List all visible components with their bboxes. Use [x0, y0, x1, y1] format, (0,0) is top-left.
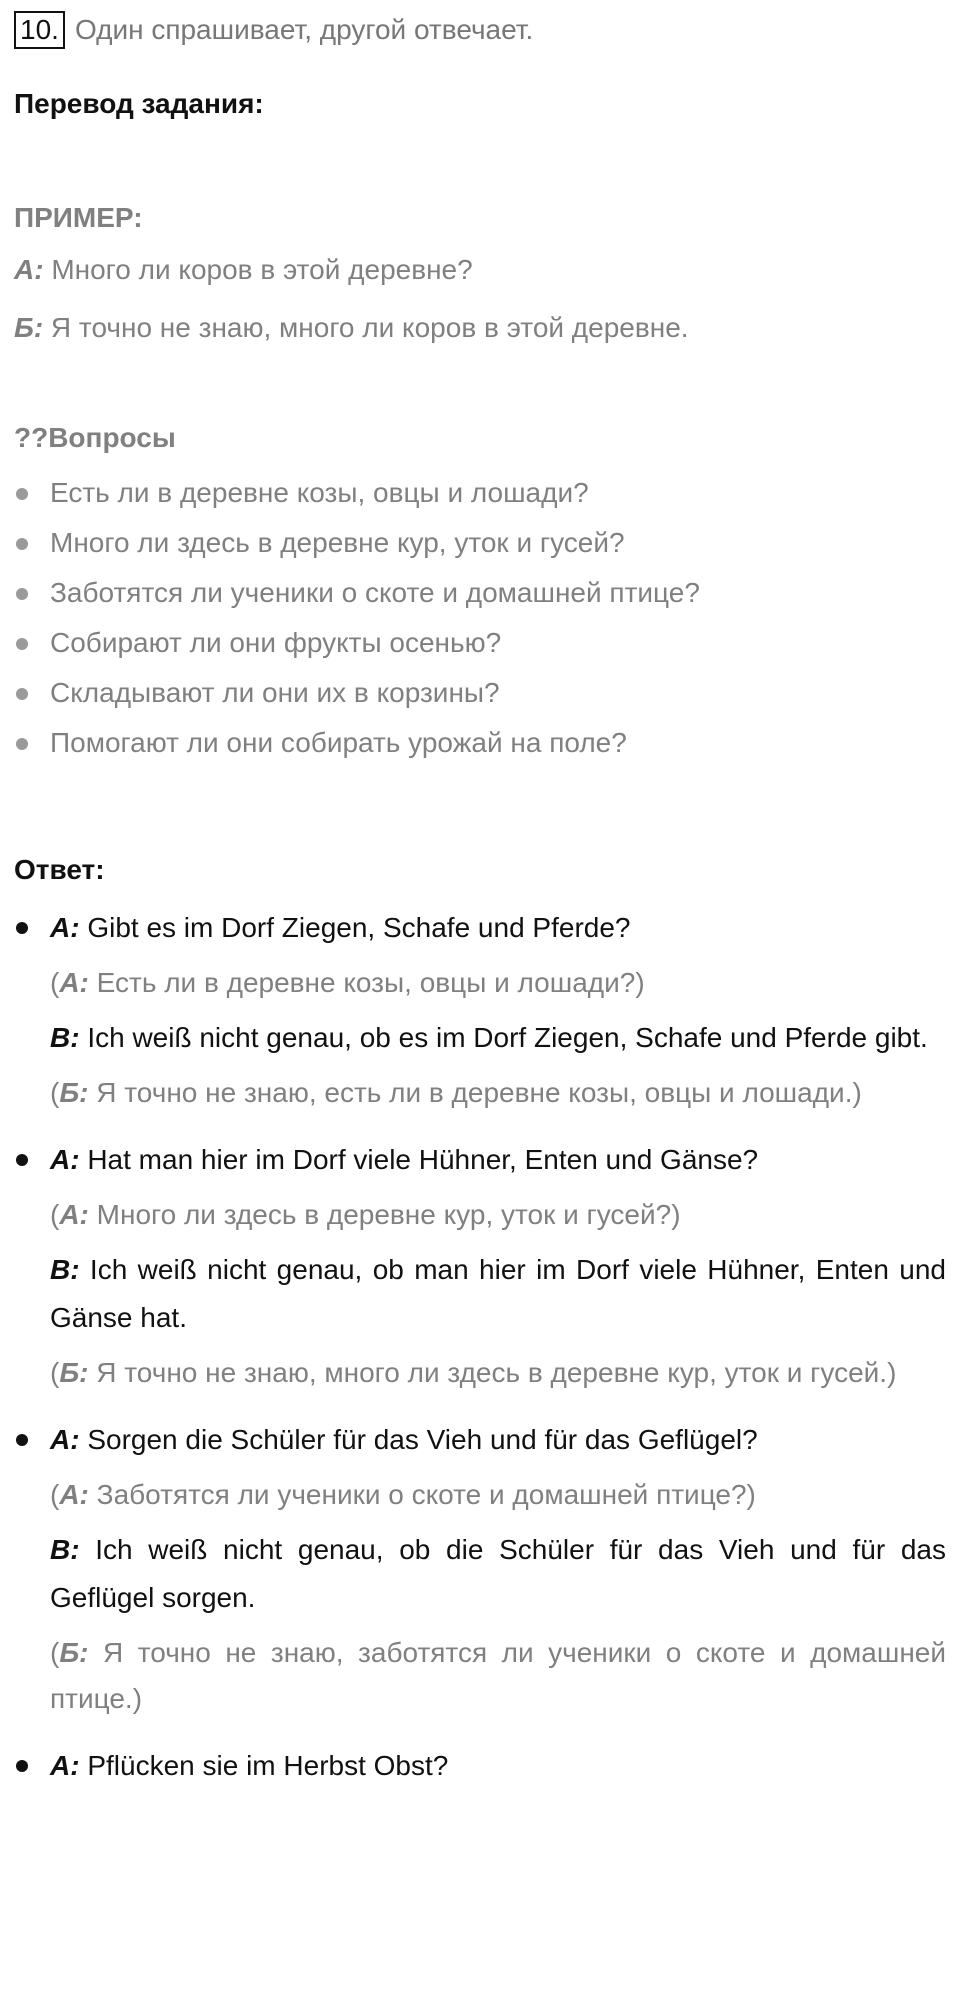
question-item: Собирают ли они фрукты осенью? — [14, 618, 946, 668]
questions-list — [14, 468, 946, 768]
question-ru-text: Заботятся ли ученики о скоте и домашней птице?) — [88, 1479, 756, 1510]
answer-ru — [50, 1350, 946, 1396]
question-item: Заботятся ли ученики о скоте и домашней птице? — [14, 568, 946, 618]
answer-de-text: Ich weiß nicht genau, ob man hier im Dorf viele Hühner, Enten und Gänse hat. — [50, 1254, 946, 1333]
paren-open: ( — [50, 967, 60, 998]
task-text: Один спрашивает, другой отвечает. — [74, 14, 534, 45]
speaker-label: Б: — [59, 1357, 89, 1388]
question-de-text: Pflücken sie im Herbst Obst? — [79, 1750, 449, 1781]
answer-de — [50, 1526, 946, 1622]
example-line — [14, 308, 946, 348]
question-item: Складывают ли они их в корзины? — [14, 668, 946, 718]
answer-ru-text: Я точно не знаю, заботятся ли ученики о скоте и домашней птице.) — [50, 1637, 946, 1714]
speaker-label: А: — [14, 254, 44, 285]
answer-item — [14, 904, 946, 1116]
answer-de-text: Ich weiß nicht genau, ob die Schüler für das Vieh und für das Geflügel sorgen. — [50, 1534, 946, 1613]
answer-item — [14, 1136, 946, 1396]
answer-item — [14, 1416, 946, 1722]
question-de-text: Hat man hier im Dorf viele Hühner, Enten und Gänse? — [79, 1144, 759, 1175]
speaker-label: B: — [50, 1534, 80, 1565]
paren-open: ( — [50, 1479, 60, 1510]
speaker-label: A: — [50, 912, 80, 943]
question-ru — [50, 960, 946, 1006]
speaker-label: А: — [59, 967, 89, 998]
speaker-label: A: — [50, 1144, 80, 1175]
speaker-label: А: — [59, 1479, 89, 1510]
questions-title: ??Вопросы — [14, 422, 176, 453]
speaker-label: Б: — [14, 312, 44, 343]
example-text: Много ли коров в этой деревне? — [43, 254, 473, 285]
answer-de — [50, 1014, 946, 1062]
answer-de — [50, 1246, 946, 1342]
answer-ru — [50, 1070, 946, 1116]
question-ru-text: Есть ли в деревне козы, овцы и лошади?) — [88, 967, 645, 998]
answer-title: Ответ: — [14, 854, 105, 885]
question-item: Много ли здесь в деревне кур, уток и гусей? — [14, 518, 946, 568]
answer-list — [14, 904, 946, 1790]
example-line — [14, 250, 946, 290]
example-title: ПРИМЕР: — [14, 202, 143, 233]
speaker-label: A: — [50, 1750, 80, 1781]
paren-open: ( — [50, 1357, 60, 1388]
question-de — [50, 904, 946, 952]
task-number: 10. — [14, 11, 65, 49]
speaker-label: Б: — [59, 1637, 89, 1668]
question-ru — [50, 1472, 946, 1518]
speaker-label: B: — [50, 1022, 80, 1053]
question-de — [50, 1742, 946, 1790]
question-item: Помогают ли они собирать урожай на поле? — [14, 718, 946, 768]
task-header — [14, 8, 946, 52]
question-ru — [50, 1192, 946, 1238]
question-de-text: Sorgen die Schüler für das Vieh und für das Geflügel? — [79, 1424, 758, 1455]
translation-title: Перевод задания: — [14, 88, 264, 119]
speaker-label: Б: — [59, 1077, 89, 1108]
question-de-text: Gibt es im Dorf Ziegen, Schafe und Pferde? — [79, 912, 631, 943]
speaker-label: А: — [59, 1199, 89, 1230]
answer-de-text: Ich weiß nicht genau, ob es im Dorf Ziegen, Schafe und Pferde gibt. — [79, 1022, 928, 1053]
answer-item — [14, 1742, 946, 1790]
speaker-label: A: — [50, 1424, 80, 1455]
paren-open: ( — [50, 1077, 60, 1108]
answer-ru — [50, 1630, 946, 1722]
paren-open: ( — [50, 1637, 60, 1668]
question-de — [50, 1416, 946, 1464]
speaker-label: B: — [50, 1254, 80, 1285]
question-ru-text: Много ли здесь в деревне кур, уток и гусей?) — [88, 1199, 681, 1230]
question-item: Есть ли в деревне козы, овцы и лошади? — [14, 468, 946, 518]
answer-ru-text: Я точно не знаю, есть ли в деревне козы, овцы и лошади.) — [88, 1077, 862, 1108]
example-text: Я точно не знаю, много ли коров в этой деревне. — [43, 312, 689, 343]
paren-open: ( — [50, 1199, 60, 1230]
answer-ru-text: Я точно не знаю, много ли здесь в деревне кур, уток и гусей.) — [88, 1357, 897, 1388]
question-de — [50, 1136, 946, 1184]
